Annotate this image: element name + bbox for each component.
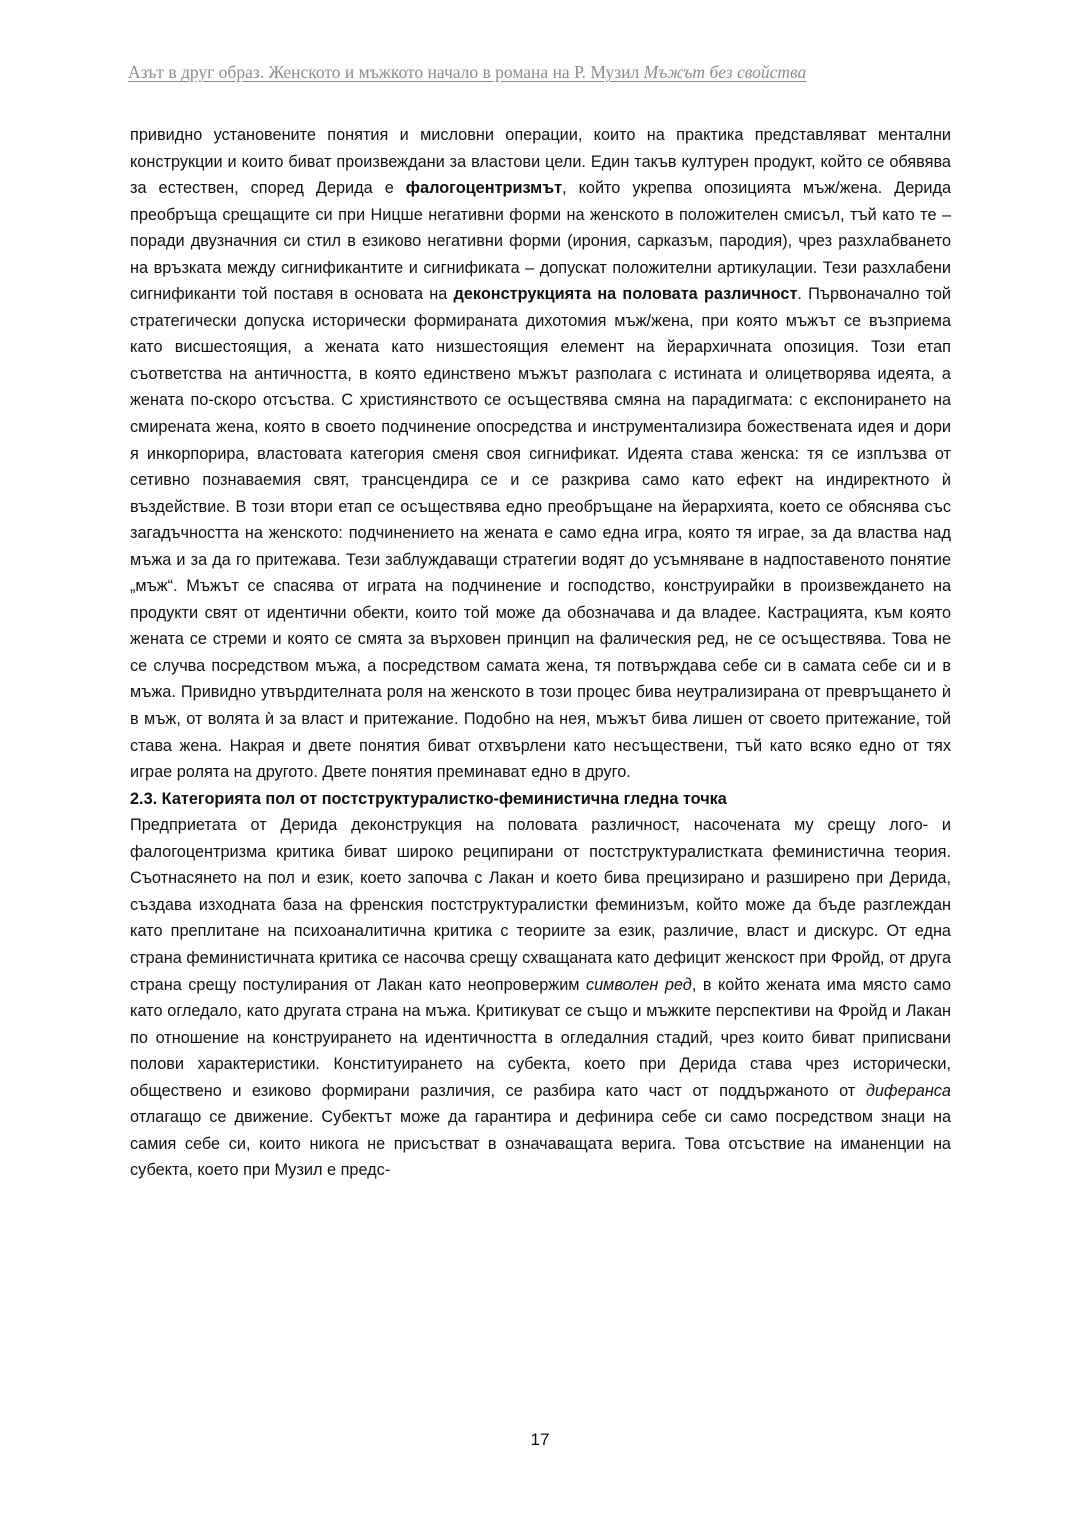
body-text	[130, 122, 951, 1184]
term-symbolic-order: символен ред	[585, 975, 692, 994]
paragraph-1-text-b: , който укрепва опозицията мъж/жена. Дерида преобръща срещащите си при Ницше негативни форми на женското в положителен смисъл, тъй като те – поради двузначния си стил в езиково негативни форми (ирония, сарказъм, пародия), чрез разхлабването на връзката между сигнификантите и сигнификата – допускат положителни артикулации. Тези разхлабени сигнификанти той поставя в основата на	[130, 179, 952, 304]
term-differance: диферанса	[865, 1081, 951, 1100]
term-phallogocentrism: фалогоцентризмът	[405, 179, 563, 198]
section-heading: 2.3. Категорията пол от постструктуралистко-феминистична гледна точка	[130, 789, 727, 808]
paragraph-1-text-a: привидно установените понятия и мисловни операции, които на практика представляват ментални конструкции и които биват произвеждани за властови цели. Един такъв културен продукт, който се обявява за естествен, според Дерида е	[130, 126, 951, 198]
paragraph-2	[130, 812, 951, 1184]
paragraph-1-text-c: . Първоначално той стратегически допуска исторически формираната дихотомия мъж/жена, при която мъжът се възприема като висшестоящия, а жената като низшестоящия елемент на йерархичната опозиция. Този етап съответства на античността, в която единствено мъжът разполага с истината и олицетворява идеята, а жената по-скоро отсъства. С християнството се осъществява смяна на парадигмата: с експонирането на смирената жена, която в своето подчинение опосредства и инструментализира божествената идея и дори я инкорпорира, властовата категория сменя своя сигнификат. Идеята става женска: тя се изплъзва от сетивно познаваемия свят, трансцендира се и се разкрива само като ефект на индиректното ѝ въздействие. В този втори етап се осъществява едно преобръщане на йерархията, което се обяснява със загадъчността на женското: подчинението на жената е само една игра, която тя играе, за да властва над мъжа и за да го притежава. Тези заблуждаващи стратегии водят до усъмняване в надпоставеното понятие „мъж“. Мъжът се спасява от играта на подчинение и господство, конструирайки в произвеждането на продукти свят от идентични обекти, които той може да обозначава и да владее. Кастрацията, към която жената се стреми и която се смята за върховен принцип на фалическия ред, не се осъществява. Това не се случва посредством мъжа, а посредством самата жена, тя потвърждава себе си в самата себе си и в мъжа. Привидно утвърдителната роля на женското в този процес бива неутрализирана от превръщането ѝ в мъж, от волята ѝ за власт и притежание. Подобно на нея, мъжът бива лишен от своето притежание, той става жена. Накрая и двете понятия биват отхвърлени като несъществени, тъй като всяко едно от тях играе ролята на другото. Двете понятия преминават едно в друго.	[130, 285, 951, 782]
page-number: 17	[530, 1430, 550, 1449]
running-title-book: Мъжът без свойства	[643, 62, 807, 82]
term-deconstruction: деконструкцията на половата различност	[453, 285, 798, 304]
paragraph-2-text-c: отлагащо се движение. Субектът може да гарантира и дефинира себе си само посредством знаци на самия себе си, които никога не присъстват в означаващата верига. Това отсъствие на иманенции на субекта, което при Музил е предс-	[130, 1108, 951, 1180]
running-title: Азът в друг образ. Женското и мъжкото начало в романа на Р. Музил	[128, 62, 640, 82]
paragraph-1	[130, 122, 951, 786]
paragraph-2-text-b: , в който жената има място само като огледало, като другата страна на мъжа. Критикуват се също и мъжките перспективи на Фройд и Лакан по отношение на конструирането на идентичността в огледалния стадий, чрез които биват приписвани полови характеристики. Конституирането на субекта, което при Дерида става чрез исторически, обществено и езиково формирани различия, се разбира като част от поддържаното от	[130, 975, 952, 1100]
paragraph-2-text-a: Предприетата от Дерида деконструкция на половата различност, насочената му срещу лого- и фалогоцентризма критика биват широко реципирани от постструктуралистката феминистична теория. Съотнасянето на пол и език, което започва с Лакан и което бива прецизирано и разширено при Дерида, създава изходната база на френския постструктуралистки феминизъм, който може да бъде разглеждан като преплитане на психоаналитична критика с теориите за език, различие, власт и дискурс. От една страна феминистичната критика се насочва срещу схващаната като дефицит женскост при Фройд, от друга страна срещу постулирания от Лакан като неопровержим	[130, 816, 951, 994]
running-header	[128, 62, 906, 83]
